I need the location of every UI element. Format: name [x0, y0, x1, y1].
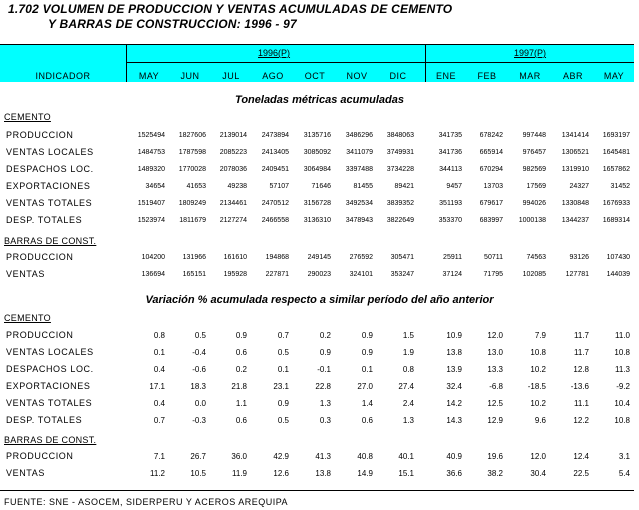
table-cell: 18.3: [190, 382, 206, 391]
year-1996-label: 1996(P): [258, 48, 291, 58]
table-cell: 683997: [479, 217, 503, 224]
table-cell: 11.3: [615, 365, 630, 374]
table-row: [0, 330, 639, 344]
table-cell: 1306521: [561, 149, 589, 156]
table-cell: 2139014: [219, 132, 247, 139]
bottom-rule: [0, 490, 634, 491]
table-cell: 2.4: [402, 399, 414, 408]
table-row: [0, 468, 639, 482]
table-cell: 1.9: [402, 348, 414, 357]
table-cell: 0.1: [361, 365, 373, 374]
table-cell: 195928: [223, 271, 247, 278]
table-cell: 3411079: [346, 149, 373, 156]
table-cell: 353247: [390, 271, 414, 278]
table-cell: 2134461: [219, 200, 247, 207]
row-label: VENTAS: [6, 269, 45, 279]
section-variation-title: Variación % acumulada respecto a similar período del año anterior: [145, 294, 494, 306]
table-cell: 976457: [522, 149, 546, 156]
table-cell: 22.5: [573, 469, 589, 478]
table-cell: 1489320: [137, 166, 165, 173]
group-label: CEMENTO: [4, 313, 51, 323]
table-cell: 2127274: [219, 217, 247, 224]
header-rule: [126, 62, 634, 63]
table-cell: 351193: [439, 200, 462, 207]
table-cell: 81455: [353, 183, 373, 190]
table-cell: 290023: [307, 271, 331, 278]
table-cell: 1330848: [561, 200, 589, 207]
table-row: [0, 347, 639, 361]
table-cell: 3478943: [345, 217, 373, 224]
month-header: ENE: [435, 71, 456, 81]
table-title-line2: Y BARRAS DE CONSTRUCCION: 1996 - 97: [48, 17, 297, 31]
table-cell: -0.4: [192, 348, 206, 357]
table-cell: 249145: [307, 254, 331, 261]
table-cell: 13.8: [446, 348, 462, 357]
table-cell: 13.8: [315, 469, 331, 478]
table-cell: 12.0: [487, 331, 503, 340]
table-cell: 10.4: [614, 399, 630, 408]
table-cell: 0.9: [361, 348, 373, 357]
table-cell: 12.4: [573, 452, 589, 461]
table-cell: 57107: [269, 183, 289, 190]
row-label: PRODUCCION: [6, 451, 74, 461]
table-cell: 11.7: [574, 331, 589, 340]
table-cell: 13.3: [487, 365, 503, 374]
table-cell: 23.1: [273, 382, 289, 391]
table-cell: 17569: [526, 183, 546, 190]
table-cell: 1.5: [402, 331, 414, 340]
table-cell: 994026: [522, 200, 546, 207]
table-cell: 13703: [483, 183, 503, 190]
table-cell: 15.1: [398, 469, 414, 478]
table-cell: 7.1: [153, 452, 165, 461]
table-cell: -6.8: [489, 382, 503, 391]
table-cell: 679617: [479, 200, 503, 207]
table-cell: 0.6: [361, 416, 373, 425]
table-cell: 1.4: [361, 399, 373, 408]
table-cell: 0.7: [277, 331, 289, 340]
table-cell: 27.4: [398, 382, 414, 391]
table-cell: 2466558: [261, 217, 289, 224]
table-cell: -0.6: [192, 365, 206, 374]
table-cell: 107430: [606, 254, 630, 261]
table-cell: 997448: [522, 132, 546, 139]
month-header: JUN: [180, 71, 200, 81]
month-header: DIC: [389, 71, 407, 81]
table-cell: 93126: [569, 254, 589, 261]
table-cell: 3822649: [386, 217, 414, 224]
row-label: VENTAS LOCALES: [6, 147, 94, 157]
table-cell: 17.1: [149, 382, 165, 391]
table-cell: 3156728: [303, 200, 331, 207]
table-header: [0, 44, 634, 82]
table-cell: 0.8: [153, 331, 165, 340]
table-cell: 7.9: [534, 331, 546, 340]
table-row: [0, 164, 639, 178]
table-cell: 1319910: [561, 166, 589, 173]
table-cell: 74563: [526, 254, 546, 261]
table-cell: 0.6: [235, 348, 247, 357]
month-header: AGO: [262, 71, 284, 81]
month-header: NOV: [346, 71, 368, 81]
table-cell: 131966: [182, 254, 206, 261]
table-cell: 0.5: [277, 348, 289, 357]
row-label: VENTAS: [6, 468, 45, 478]
month-header: MAY: [603, 71, 625, 81]
table-cell: 27.0: [357, 382, 373, 391]
table-cell: 41653: [186, 183, 206, 190]
month-header: MAR: [519, 71, 541, 81]
month-header: OCT: [304, 71, 326, 81]
table-cell: 40.9: [446, 452, 462, 461]
table-row: [0, 198, 639, 212]
table-cell: 1484753: [137, 149, 165, 156]
table-cell: 1344237: [561, 217, 589, 224]
row-label: VENTAS LOCALES: [6, 347, 94, 357]
table-cell: 12.0: [530, 452, 546, 461]
group-label: BARRAS DE CONST.: [4, 435, 97, 445]
table-cell: 0.4: [153, 399, 165, 408]
table-cell: 2085223: [219, 149, 247, 156]
table-cell: 0.5: [194, 331, 206, 340]
indicator-header: INDICADOR: [35, 71, 91, 81]
table-row: [0, 415, 639, 429]
table-cell: 102085: [522, 271, 546, 278]
table-cell: 0.5: [277, 416, 289, 425]
table-cell: 3848063: [386, 132, 414, 139]
table-cell: 104200: [141, 254, 165, 261]
table-cell: 31452: [610, 183, 630, 190]
table-cell: -18.5: [527, 382, 546, 391]
table-cell: 12.9: [487, 416, 503, 425]
table-row: [0, 398, 639, 412]
table-cell: 0.2: [235, 365, 247, 374]
table-cell: 38.2: [487, 469, 503, 478]
table-cell: 1809249: [178, 200, 206, 207]
section-tonnes-title: Toneladas métricas acumuladas: [235, 94, 404, 106]
row-label: PRODUCCION: [6, 130, 74, 140]
table-cell: 194868: [265, 254, 289, 261]
table-cell: 1.3: [319, 399, 331, 408]
row-label: VENTAS TOTALES: [6, 398, 93, 408]
table-cell: 11.2: [150, 469, 165, 478]
table-cell: 2470512: [261, 200, 289, 207]
table-cell: 1770028: [178, 166, 206, 173]
table-cell: 26.7: [190, 452, 206, 461]
row-label: DESP. TOTALES: [6, 215, 83, 225]
table-cell: 13.9: [446, 365, 462, 374]
table-cell: 71795: [483, 271, 503, 278]
header-divider: [126, 45, 127, 82]
table-cell: 0.3: [319, 416, 331, 425]
table-cell: 0.9: [235, 331, 247, 340]
table-cell: 10.8: [614, 416, 630, 425]
table-cell: 10.2: [530, 399, 546, 408]
table-cell: 3064984: [303, 166, 331, 173]
table-cell: 1787598: [178, 149, 206, 156]
row-label: PRODUCCION: [6, 330, 74, 340]
month-header: FEB: [477, 71, 497, 81]
table-cell: 3.1: [618, 452, 630, 461]
table-cell: 0.9: [277, 399, 289, 408]
table-cell: 341736: [438, 149, 462, 156]
table-cell: 136694: [141, 271, 165, 278]
table-cell: 12.6: [273, 469, 289, 478]
table-cell: 9.6: [534, 416, 546, 425]
table-cell: 3136310: [303, 217, 331, 224]
table-cell: 1525494: [137, 132, 165, 139]
table-cell: 41.3: [315, 452, 331, 461]
row-label: EXPORTACIONES: [6, 381, 91, 391]
table-cell: 678242: [479, 132, 503, 139]
table-cell: 3734228: [386, 166, 414, 173]
table-cell: 2409451: [261, 166, 289, 173]
table-cell: 0.7: [153, 416, 165, 425]
table-row: [0, 364, 639, 378]
table-cell: 3492534: [345, 200, 373, 207]
table-cell: 1645481: [602, 149, 630, 156]
table-cell: 1519407: [137, 200, 165, 207]
table-cell: 12.8: [573, 365, 589, 374]
table-cell: 34654: [145, 183, 165, 190]
table-cell: 1.1: [235, 399, 247, 408]
table-cell: 40.1: [398, 452, 414, 461]
row-label: EXPORTACIONES: [6, 181, 91, 191]
table-cell: 36.0: [231, 452, 247, 461]
table-cell: 3839352: [386, 200, 414, 207]
table-cell: 3397488: [345, 166, 373, 173]
row-label: VENTAS TOTALES: [6, 198, 93, 208]
table-cell: 1341414: [561, 132, 589, 139]
table-cell: 0.6: [235, 416, 247, 425]
table-cell: 14.3: [446, 416, 462, 425]
table-cell: 305471: [390, 254, 414, 261]
table-row: [0, 252, 639, 266]
table-cell: 353370: [438, 217, 462, 224]
table-cell: 3135716: [303, 132, 331, 139]
table-cell: 42.9: [273, 452, 289, 461]
table-cell: 11.0: [615, 331, 630, 340]
table-row: [0, 451, 639, 465]
table-cell: 1523974: [137, 217, 165, 224]
table-cell: 11.9: [232, 469, 247, 478]
table-cell: 2078036: [219, 166, 247, 173]
table-row: [0, 269, 639, 283]
group-label: CEMENTO: [4, 112, 51, 122]
table-cell: 13.0: [487, 348, 503, 357]
table-cell: 0.9: [319, 348, 331, 357]
table-cell: 11.1: [574, 399, 589, 408]
table-cell: 0.8: [402, 365, 414, 374]
table-cell: 11.7: [574, 348, 589, 357]
table-cell: 24327: [569, 183, 589, 190]
table-cell: 665914: [479, 149, 503, 156]
table-cell: 227871: [265, 271, 289, 278]
table-cell: 0.9: [361, 331, 373, 340]
table-cell: 12.2: [573, 416, 589, 425]
table-cell: 0.2: [319, 331, 331, 340]
table-cell: 32.4: [446, 382, 462, 391]
table-cell: 1676933: [602, 200, 630, 207]
table-cell: 324101: [349, 271, 373, 278]
table-cell: 1811679: [179, 217, 206, 224]
table-cell: 9457: [446, 183, 462, 190]
table-cell: 14.2: [446, 399, 462, 408]
month-header: MAY: [138, 71, 160, 81]
table-cell: 36.6: [446, 469, 462, 478]
table-cell: 30.4: [530, 469, 546, 478]
table-cell: 2473894: [261, 132, 289, 139]
table-row: [0, 215, 639, 229]
table-cell: 10.8: [614, 348, 630, 357]
table-cell: 50711: [484, 254, 503, 261]
table-cell: 1827606: [178, 132, 206, 139]
table-cell: 0.1: [277, 365, 289, 374]
row-label: DESP. TOTALES: [6, 415, 83, 425]
table-cell: 344113: [439, 166, 462, 173]
table-row: [0, 147, 639, 161]
table-cell: 982569: [522, 166, 546, 173]
table-cell: 10.9: [446, 331, 462, 340]
table-cell: 10.2: [530, 365, 546, 374]
row-label: DESPACHOS LOC.: [6, 364, 94, 374]
table-cell: 49238: [227, 183, 247, 190]
table-cell: 276592: [349, 254, 373, 261]
table-cell: 19.6: [487, 452, 503, 461]
table-cell: 2413405: [261, 149, 289, 156]
table-cell: 40.8: [357, 452, 373, 461]
table-cell: 71646: [311, 183, 331, 190]
month-header: ABR: [562, 71, 583, 81]
table-cell: 0.0: [194, 399, 206, 408]
table-cell: 127781: [565, 271, 589, 278]
year-1997-label: 1997(P): [514, 48, 547, 58]
table-cell: 1000138: [518, 217, 546, 224]
table-cell: 10.5: [190, 469, 206, 478]
table-cell: 1693197: [602, 132, 630, 139]
table-title-line1: 1.702 VOLUMEN DE PRODUCCION Y VENTAS ACUMULADAS DE CEMENTO: [8, 2, 453, 16]
table-cell: 37124: [442, 271, 462, 278]
table-cell: 670294: [479, 166, 503, 173]
table-cell: -0.1: [317, 365, 331, 374]
table-row: [0, 130, 639, 144]
table-cell: -13.6: [570, 382, 589, 391]
table-cell: 165151: [182, 271, 206, 278]
table-cell: 0.4: [153, 365, 165, 374]
table-cell: 144039: [606, 271, 630, 278]
table-cell: 89421: [394, 183, 414, 190]
table-cell: 341735: [438, 132, 462, 139]
group-label: BARRAS DE CONST.: [4, 236, 97, 246]
table-row: [0, 181, 639, 195]
table-cell: 3486296: [345, 132, 373, 139]
table-cell: 25911: [443, 254, 462, 261]
table-cell: 22.8: [315, 382, 331, 391]
table-cell: 12.5: [487, 399, 503, 408]
row-label: DESPACHOS LOC.: [6, 164, 94, 174]
table-row: [0, 381, 639, 395]
source-footnote: FUENTE: SNE - ASOCEM, SIDERPERU Y ACEROS AREQUIPA: [4, 497, 289, 507]
table-cell: -9.2: [616, 382, 630, 391]
table-cell: -0.3: [192, 416, 206, 425]
table-cell: 21.8: [231, 382, 247, 391]
month-header: JUL: [222, 71, 240, 81]
table-cell: 14.9: [357, 469, 373, 478]
table-cell: 1.3: [402, 416, 414, 425]
table-cell: 5.4: [618, 469, 630, 478]
table-cell: 3749931: [386, 149, 414, 156]
table-cell: 161610: [223, 254, 247, 261]
row-label: PRODUCCION: [6, 252, 74, 262]
table-cell: 3085092: [303, 149, 331, 156]
table-cell: 1689314: [602, 217, 630, 224]
table-cell: 10.8: [530, 348, 546, 357]
table-cell: 0.1: [153, 348, 165, 357]
table-cell: 1657862: [602, 166, 630, 173]
